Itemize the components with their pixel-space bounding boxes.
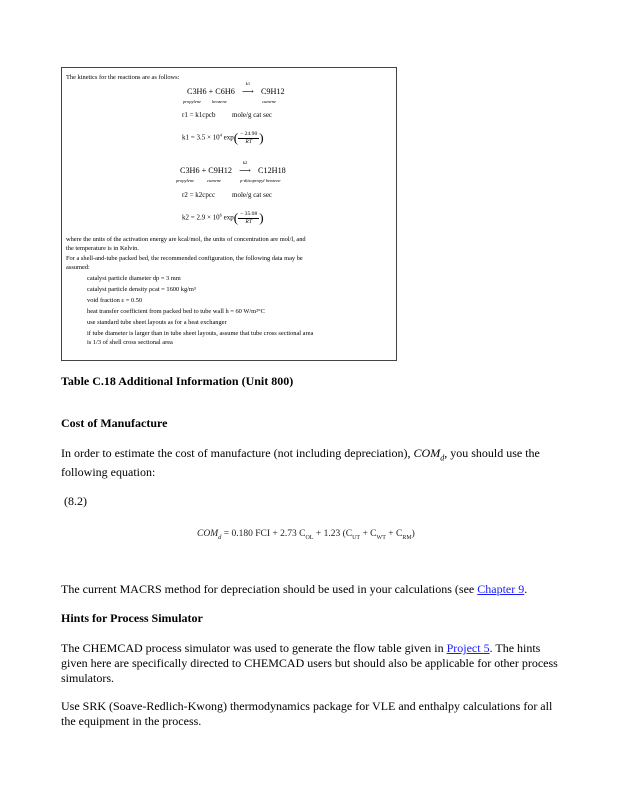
reaction-1 [187,81,285,97]
reaction-2-reactants: C3H6 + C9H12 [180,166,232,175]
k2-fraction [238,211,259,224]
label-propylene-1: propylene [183,99,202,104]
k2-prefix: k2 = 2.9 × 10 [182,213,220,222]
srk-line-1: Use SRK (Soave-Redlich-Kwong) thermodynamics package for VLE and enthalpy calculations for all [61,699,553,713]
rate-const-k2: k2 [242,160,248,165]
k2-exponent: 6 [219,212,222,218]
reaction-1-product: C9H12 [260,87,285,96]
com-paragraph-line-1 [61,446,540,462]
k1-fraction [238,131,259,144]
eq-rhs-c: + C [360,529,377,539]
units-line-2: the temperature is in Kelvin. [66,245,139,252]
eq-lhs-sub: d [218,533,222,541]
project-5-link[interactable]: Project 5 [446,641,490,655]
equation-number: (8.2) [64,494,87,508]
rate-1-units: mole/g cat sec [232,111,273,119]
k1-denominator: RT [245,138,252,145]
reaction-arrow-icon: ⟶ k2 [234,166,256,176]
eq-rhs-a: = 0.180 FCI + 2.73 C [221,529,306,539]
reaction-2-product: C12H18 [258,166,286,175]
kinetics-figure [61,67,397,361]
reaction-2 [180,160,286,176]
heading-hints: Hints for Process Simulator [61,611,203,625]
hints-line-1 [61,641,540,656]
eq-sub-ut: UT [352,534,361,541]
k1-prefix: k1 = 3.5 × 10 [182,133,220,142]
rate-1: r1 = k1cpcb [182,111,216,119]
figure-intro: The kinetics for the reactions are as follows: [66,74,180,81]
reaction-arrow-icon: ⟶ k1 [237,87,259,97]
com-paragraph-line-2: following equation: [61,465,156,479]
k1-expression: $k1 = 3.5 \times 10^4$ exp( $\frac{- 24.90}{RT}$ ) [182,130,264,145]
label-diisopropyl-benzene: p-diisopropyl benzene [240,178,281,183]
chapter-9-link[interactable]: Chapter 9 [477,582,525,596]
hints-line-3: simulators. [61,671,114,685]
table-caption: Table C.18 Additional Information (Unit 800) [61,374,294,388]
label-cumene-1: cumene [262,99,277,104]
eq-rhs-d: + C [385,529,403,539]
data-item: use standard tube sheet layouts as for a heat exchanger [87,319,227,326]
com-symbol: COM [413,446,441,460]
k1-numerator: − 24.90 [240,131,258,138]
data-item: void fraction ε = 0.50 [87,297,143,304]
data-item: if tube diameter is larger than in tube sheet layouts, assume that tube cross sectional area [87,330,314,337]
data-item: heat transfer coefficient from packed bed to tube wall h = 60 W/m²°C [87,308,265,315]
hints-line-2: given here are specifically directed to CHEMCAD users but should also be applicable for other process [61,656,558,670]
reaction-1-reactants: C3H6 + C6H6 [187,87,235,96]
macrs-paragraph [61,582,527,597]
data-item: is 1/3 of shell cross sectional area [87,339,173,346]
data-item: catalyst particle diameter dp = 3 mm [87,275,181,282]
rate-2-units: mole/g cat sec [232,191,273,199]
eq-sub-ol: OL [305,534,314,541]
com-subscript: d [440,453,445,463]
macrs-text-a: The current MACRS method for depreciation should be used in your calculations (see [61,582,478,596]
rate-const-k1: k1 [245,81,251,86]
eq-sub-rm: RM [402,534,412,541]
eq-rhs-e: ) [411,529,415,539]
macrs-text-b: . [524,582,528,596]
eq-lhs: COM [197,529,219,539]
eq-rhs-b: + 1.23 (C [313,529,353,539]
shell-line-2: assumed: [66,264,90,271]
srk-line-2: the equipment in the process. [61,714,202,728]
k2-numerator: − 35.08 [240,211,258,218]
label-cumene-2: cumene [207,178,222,183]
hints-text-b: . The hints [489,641,541,655]
heading-cost-of-manufacture: Cost of Manufacture [61,416,168,430]
data-item: catalyst particle density ρcat = 1600 kg/m³ [87,286,196,293]
units-line-1: where the units of the activation energy are kcal/mol, the units of concentration are mol/l, and [66,236,306,243]
eq-sub-wt: WT [376,534,386,541]
k2-denominator: RT [245,218,252,225]
com-text-a: In order to estimate the cost of manufacture (not including depreciation), [61,446,414,460]
k2-expression: $k2 = 2.9 \times 10^6$ exp( $\frac{- 35.08}{RT}$ ) [182,210,264,225]
shell-line-1: For a shell-and-tube packed bed, the recommended configuration, the following data may be [66,255,303,262]
com-text-b: , you should use the [444,446,540,460]
rate-2: r2 = k2cpcc [182,191,216,199]
label-propylene-2: propylene [176,178,195,183]
k1-exponent: 4 [219,132,222,138]
label-benzene-1: benzene [212,99,227,104]
hints-text-a: The CHEMCAD process simulator was used to generate the flow table given in [61,641,447,655]
com-equation [197,529,415,541]
